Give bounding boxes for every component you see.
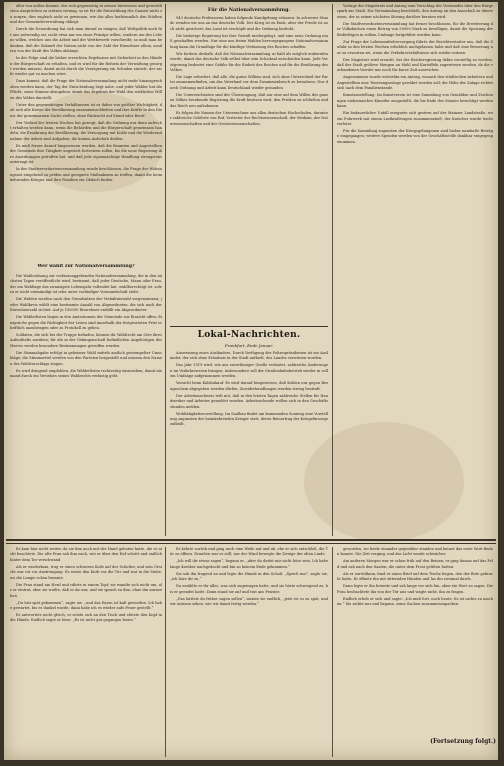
column-left-article [10, 4, 162, 260]
paragraph: Durch die Neuordnung hat sich man darauf zu einigen, daß Weltpolitik auch für uns notwendig sei, nicht etwa nur um eines Prinzips willen, sondern um des Lebens willen, welches uns die Arbeit und der Wettbewerb vorschreibt; so muß man bedenken, daß die Zukunft der Nation nicht von der Zahl der Einwohner allein, sondern von der Kraft des Volkes abhängt. [10, 27, 162, 54]
paragraph: Da erzählte er ihr alles, was sich zugetragen hatte, und sie hörte schweigend zu, bis er geendet hatte. Dann stand sie auf und trat ans Fenster. [170, 584, 328, 594]
section-rule [170, 326, 328, 327]
paragraph: „Du bist spät gekommen“, sagte sie, „und das Essen ist kalt geworden. Ich habe gewartet, bis es dunkel wurde, dann habe ich es wieder aufs Feuer gestellt.“ [10, 600, 162, 611]
paragraph: Die Wählerlisten liegen in den Amtsräumen der Gemeinde zur Einsicht offen; Einsprüche gegen die Richtigkeit der Listen sind innerhalb der festgesetzten Frist schriftlich anzubringen oder zu Protokoll zu geben. [10, 315, 162, 331]
dateline: Frankfurt, Ende Januar. [224, 343, 274, 348]
column-middle-local-news [170, 351, 328, 536]
paragraph: Es muß ferner darauf hingewiesen werden, daß die Beamten und Angestellten der Gemeinde ihre Tätigkeit ungestört fortsetzen sollen, bis die neue Regierung ihre Anordnungen getroffen hat, und daß jede eigenmächtige Handlung strengstens untersagt ist. [10, 143, 162, 165]
paragraph: Vorsicht beim Kohlenkauf. Es wird darauf hingewiesen, daß Kohlen nur gegen Bezugsschein abgegeben werden dürfen; Zuwiderhandlungen werden streng bestraft. [170, 381, 328, 391]
paragraph: Er kehrte zurück und ging noch eine Weile auf und ab, ehe er sich entschloß, die Tür zu öffnen. Draußen war es still; nur der Wind bewegte die Zweige der alten Linde. [170, 547, 328, 557]
paragraph: Ein bedauerlicher Unfall ereignete sich gestern auf der Mainzer Landstraße, wo ein Fuhrwerk mit einem Lastkraftwagen zusammenstieß; der Kutscher wurde leicht verletzt. [337, 111, 493, 127]
paragraph: Die Unterzeichneten sind der Überzeugung, daß nur eine auf dem Willen des ganzen Volkes beruhende Regierung die Kraft besitzen wird, den Frieden zu schließen und das Reich neu aufzubauen. [170, 92, 328, 108]
paragraph: geworden, wo beide einander gegenüber standen und keiner das erste Wort finden konnte. Die Zeit verging, und das Licht wurde schwächer. [337, 547, 493, 557]
paragraph: Vorlage der Magistrats und Antrag zum Vorschlag des Vorstandes über den Bürgerpark zur Stadt. Die Versammlung beschließt, den Antrag an den Ausschuß zu überweisen, der in seiner nächsten Sitzung darüber beraten wird. [337, 4, 493, 19]
paragraph: Es wird dringend empfohlen, die Wählerlisten rechtzeitig einzusehen, damit niemand durch ein Versehen seines Wahlrechts verlustig geht. [10, 368, 162, 379]
headline-nationalversammlung: Wer wählt zur Nationalversammlung? [37, 264, 135, 269]
paragraph: Endlich erhob er sich und sagte: „Ich muß fort, noch heute. Es ist nichts zu machen.“ Sie nickte nur und begann, seine Sachen zusammenzupacken. [337, 596, 493, 607]
column-divider [332, 4, 333, 536]
paragraph: Kunstausstellung. Im Kunstverein ist eine Sammlung von Gemälden und Zeichnungen einheimischer Künstler ausgestellt, die bis Ende des Monats besichtigt werden kann. [337, 93, 493, 109]
paragraph: 943 deutsche Professoren haben folgende Kundgebung erlassen: In schwerer Stunde wenden wir uns an das deutsche Volk. Der Krieg ist zu Ende, aber der Friede ist noch nicht gesichert; das Land ist erschöpft und die Ordnung bedroht. [170, 16, 328, 31]
paragraph: Soldaten, die sich bei der Truppe befinden, können ihr Wahlrecht am Orte ihres Aufenthalts ausüben; für die in der Gefangenschaft befindlichen Angehörigen des Heeres werden besondere Bestimmungen getroffen werden. [10, 333, 162, 348]
paragraph: „Ich will dir etwas sagen“, begann er, „aber du darfst mir nicht böse sein. Ich habe lange darüber nachgedacht und bin zu keinem Ende gekommen.“ [170, 559, 328, 569]
paragraph: aller von außen Kommt, der sich gegenseitig in seinen Interessen und gewerblichen Ansprüchen zu stützen vermag, so ist für die Entwicklung des Ganzen nicht zu sorgen, dies zugleich nicht zu gewinnen, wie das alles herkömmlich den Städten und der Gemeindeverwaltung obliegt. [10, 4, 162, 25]
serial-story-column-1 [10, 547, 162, 757]
paragraph: Er antwortete nicht gleich; er setzte sich an den Tisch und stützte den Kopf in die Hände. Endlich sagte er leise: „Es ist nicht gut gegangen heute.“ [10, 612, 162, 623]
paragraph: Dazu kommt, daß die Frage der Nationalversammlung nicht mehr hinausgeschoben werden kann; der Tag der Entscheidung liegt nahe, und jeder Wähler hat die Pflicht, seine Stimme abzugeben, damit das Ergebnis der Wahl den wirklichen Willen des Volkes darstellt. [10, 79, 162, 100]
paragraph: Als er zurückkam, fand er einen Brief auf dem Tische liegen, den der Bote gebracht hatte. Er öffnete ihn mit zitternden Händen und las ihn zweimal durch. [337, 571, 493, 582]
paragraph: In der Stadtverordnetenversammlung wurde beschlossen, die Frage der Wohnungsnot eingehend zu prüfen und geeignete Maßnahmen zu treffen, damit die heimkehrenden Krieger und ihre Familien ein Obdach finden. [10, 167, 162, 183]
paragraph: Es folgen die Namen der Unterzeichner aus allen deutschen Hochschulen, darunter zahlreiche Gelehrte von Ruf, Vertreter der Rechtswissenschaft, der Medizin, der Naturwissenschaften und der Geisteswissenschaften. [170, 110, 328, 126]
paragraph: Sie sah ihn fragend an und legte die Hände in den Schoß. „Sprich nur“, sagte sie, „ich höre dir zu.“ [170, 571, 328, 582]
paragraph: Der Verlauf der letzten Wochen hat gezeigt, daß die Ordnung nur dann aufrecht erhalten werden kann, wenn die Behörden und die Bürgerschaft gemeinsam handeln; die Ernährung der Bevölkerung, die Versorgung mit Kohle und die Wiederaufnahme der Arbeit sind Aufgaben, die keinen Aufschub dulden. [10, 120, 162, 141]
column-left-article-2 [10, 274, 162, 532]
paragraph: Die bisherige Regierung hat ihre Gewalt niedergelegt, und eine neue Ordnung muß geschaffen werden. Nur eine aus freien Wahlen hervorgegangene Nationalversammlung kann die Grundlage für die künftige Verfassung des Reiches schaffen. [170, 33, 328, 49]
column-divider [332, 547, 333, 757]
paragraph: Wohltätigkeitsvorstellung. Im Saalbau findet am kommenden Sonntag eine Vorstellung zugunsten der heimkehrenden Krieger statt, deren Reinertrag der Kriegsfürsorge zufließt. [170, 411, 328, 427]
feuilleton-separator [6, 539, 496, 541]
paragraph: In der Folge sind die bisher erreichten Ergebnisse mit Sicherheit in den Händen der Bürgerschaft zu erhalten, und es wird für die Reform der Verwaltung gesorgt werden müssen, damit nicht durch die Verzögerung ein Schaden eintritt, der nicht wieder gut zu machen wäre. [10, 56, 162, 77]
column-divider [165, 4, 166, 536]
column-right-article [337, 4, 493, 536]
paragraph: Die Wahlordnung zur verfassunggebenden Nationalversammlung, die in den nächsten Tagen veröffentlicht wird, bestimmt, daß jeder Deutsche, Mann oder Frau, der am Wahltage das zwanzigste Lebensjahr vollendet hat, wahlberechtigt ist, sofern er nicht entmündigt ist oder unter vorläufiger Vormundschaft steht. [10, 274, 162, 295]
feuilleton-separator-thin [6, 543, 496, 544]
paragraph: Am anderen Morgen war er schon früh auf den Beinen; er ging hinaus auf das Feld und sah nach den Saaten, die unter dem Frost gelitten hatten. [337, 559, 493, 569]
paragraph: Die Wahlen werden nach den Grundsätzen der Verhältniswahl vorgenommen; jeder Wahlkreis wählt eine bestimmte Anzahl von Abgeordneten, die sich nach der Einwohnerzahl richtet. Auf je 150000 Einwohner entfällt ein Abgeordneter. [10, 297, 162, 313]
newspaper-page [4, 2, 498, 760]
paragraph: Als er wiederkam, trug er einen schweren Korb auf der Schulter, und sein Gesicht war rot vor Anstrengung. Er setzte den Korb vor die Tür und trat in die Stube, wo die Lampe schon brannte. [10, 564, 162, 580]
continuation-note: (Fortsetzung folgt.) [430, 738, 496, 745]
column-middle-article [170, 16, 328, 322]
paragraph: Angenommen wurde weiterhin ein Antrag, wonach den städtischen Arbeitern und Angestellten eine Teuerungszulage gewährt werden soll; die Höhe der Zulage richtet sich nach dem Familienstande. [337, 75, 493, 91]
paragraph: Der Magistrat wird ersucht, bei der Reichsregierung dahin vorstellig zu werden, daß der Stadt größere Mengen an Mehl und Kartoffeln zugewiesen werden, da die vorhandenen Vorräte nur noch für kurze Zeit ausreichen. [337, 57, 493, 73]
headline-fuer-nationalversammlung: Für die Nationalversammlung. [207, 7, 291, 13]
paragraph: Unter den gegenwärtigen Verhältnissen ist es daher von größter Wichtigkeit, daß sich alle Kreise der Bevölkerung zusammenschließen und ihre Kräfte in den Dienst der gemeinsamen Sache stellen, ohne Rücksicht auf Stand oder Beruf. [10, 102, 162, 118]
serial-story-column-2 [170, 547, 328, 757]
paragraph: „Das hättest du früher sagen sollen“, meinte sie endlich, „jetzt ist es zu spät, und wir müssen sehen, wie wir damit fertig werden.“ [170, 596, 328, 607]
paragraph: Die Frau stand am Herd und rührte in einem Topf; sie wandte sich nicht um, als er eintrat, aber sie wußte, daß er da war, und sie sprach zu ihm, ohne ihn anzusehen. [10, 582, 162, 598]
paragraph: Wir fordern deshalb, daß die Nationalversammlung so bald als möglich einberufen werde, damit das deutsche Volk selbst über sein Schicksal entscheiden kann. Jede Verzögerung bedeutet eine Gefahr für die Einheit des Reiches und für die Ernährung des Volkes. [170, 51, 328, 73]
paragraph: Der Arbeitsnachweis teilt mit, daß in den letzten Tagen zahlreiche Stellen für Handwerker und Arbeiter gemeldet wurden. Arbeitsuchende wollen sich in den Geschäftsstunden melden. [170, 393, 328, 409]
paragraph: Zur Frage der Lebensmittelversorgung führte der Berichterstatter aus, daß die Zufuhr in den letzten Wochen erheblich nachgelassen habe und daß eine Besserung nur zu erwarten sei, wenn die Verkehrsverhältnisse sich wieder ordnen. [337, 39, 493, 55]
paragraph: Die Lage erfordert, daß alle, die guten Willens sind, sich ohne Unterschied der Partei zusammenfinden, um das Vaterland vor dem Zusammenbruch zu bewahren. Nur durch Ordnung und Arbeit kann Deutschland wieder gesunden. [170, 75, 328, 90]
serial-story-column-3 [337, 547, 493, 735]
column-divider [165, 547, 166, 757]
paragraph: Für die Sammlung zugunsten der Kriegsgefangenen sind bisher namhafte Beträge eingegangen; weitere Spenden werden von der Geschäftsstelle dankbar entgegengenommen. [337, 129, 493, 144]
paragraph: Das Jahr 1919 wird, wie aus zuverlässiger Quelle verlautet, zahlreiche Änderungen im Verkehrswesen bringen; insbesondere soll der Straßenbahnbetrieb wieder in vollem Umfange aufgenommen werden. [170, 363, 328, 379]
paragraph: Er kam hier nicht weiter, da sie ihm auch mit der Hand geboten hatte, die er nicht beachtete. Die alte Frau sah ihm nach, wie er über den Hof schritt und endlich hinter dem Tor verschwand. [10, 547, 162, 562]
paragraph: Ausweisung eines Ausländers. Durch Verfügung des Polizeipräsidenten ist ein Ausländer, der sich ohne Erlaubnis in der Stadt aufhielt, des Landes verwiesen worden. [170, 351, 328, 361]
paragraph: Die Stimmabgabe erfolgt in geheimer Wahl mittels amtlich gestempelter Umschläge; die Stimmzettel werden von den Parteien hergestellt und müssen den Namen des Wahlvorschlags tragen. [10, 350, 162, 366]
paragraph: Die Stadtverordnetenversammlung hat ferner beschlossen, für die Erweiterung der Volksküchen einen Betrag von 50000 Mark zu bewilligen, damit die Speisung der Bedürftigen in vollem Umfange fortgeführt werden kann. [337, 21, 493, 37]
headline-lokal-nachrichten: Lokal-Nachrichten. [197, 330, 301, 340]
paragraph: Dann legte er ihn beiseite und sah lange vor sich hin, ohne ein Wort zu sagen. Die Frau beobachtete ihn von der Tür aus und wagte nicht, ihn zu fragen. [337, 584, 493, 594]
